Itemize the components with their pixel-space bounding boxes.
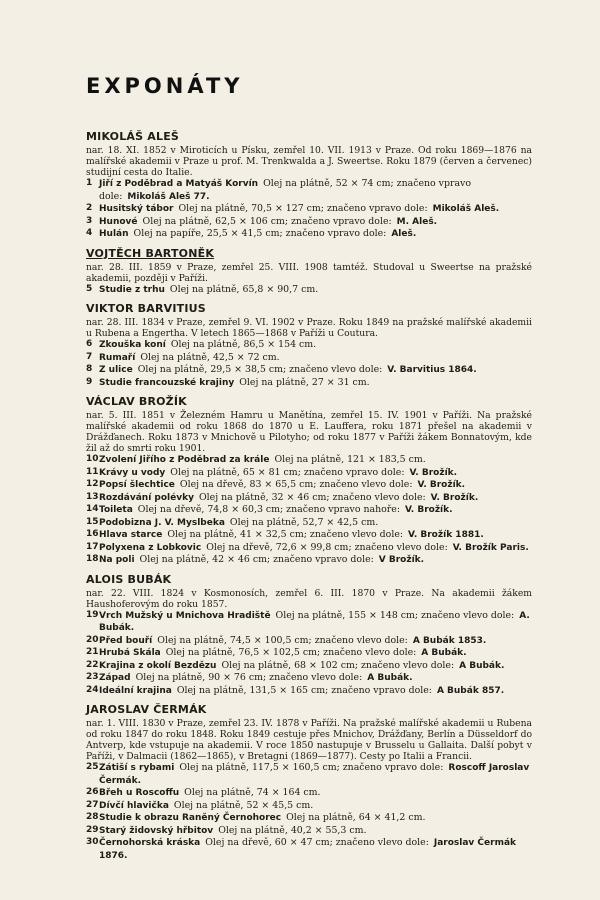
exhibit-entry [86,517,532,530]
exhibit-title: Hlava starce [99,530,163,540]
exhibit-text [99,178,532,203]
exhibit-title: Zátiší s rybami [99,763,175,773]
exhibit-text [99,529,532,542]
exhibit-text [99,635,532,648]
exhibit-title: Toileta [99,505,133,515]
exhibit-text [99,825,532,838]
exhibit-signature: M. Aleš. [396,216,438,227]
exhibit-number: 27 [86,799,99,810]
exhibit-number: 28 [86,812,99,822]
artist-bio: nar. 1. VIII. 1830 v Praze, zemřel 23. IV. 1878 v Paříži. Na pražské malířské akademii u Rubena od roku 1847 do roku 1848. Roku 1849 cestuje přes Mnichov, Drážďany, Berlín a Düsseldorf do Antverp, kde vstupuje na akademii. V roce 1850 nastupuje v Brusselu u Gallaita. Další pobyt v Paříži, v Dalmacii (1862—1865), v Bretagni (1869—1877). Cesty po Italii a Francii. [86,718,532,762]
exhibit-signature: Mikoláš Aleš. [432,204,500,214]
exhibit-number: 24 [86,684,99,695]
exhibit-description: Olej na plátně, 121 × 183,5 cm. [274,454,426,465]
exhibit-entry [86,364,532,377]
exhibit-signature: A Bubák. [459,660,505,671]
exhibit-number: 9 [86,376,93,387]
exhibit-number: 14 [86,504,99,514]
exhibit-description: Olej na plátně, 131,5 × 165 cm; značeno vpravo dole: [176,684,432,696]
exhibit-text [99,685,532,698]
exhibit-description: Olej na plátně, 65,8 × 90,7 cm. [169,283,319,295]
exhibit-description: Olej na plátně, 52,7 × 42,5 cm. [229,516,379,528]
exhibit-number: 17 [86,541,99,552]
exhibit-title: Na poli [99,555,135,565]
exhibit-entry [86,787,532,800]
exhibit-title: Krajina z okolí Bezdězu [99,660,217,671]
artist-section [86,247,532,297]
exhibit-description: Olej na plátně, 117,5 × 160,5 cm; značeno vpravo dole: [179,762,444,773]
exhibit-number: 7 [86,351,93,362]
exhibit-entry [86,647,532,660]
exhibit-description: Olej na plátně, 27 × 31 cm. [239,376,370,388]
exhibit-number: 5 [86,283,93,294]
exhibit-text [99,479,532,492]
exhibit-number: 6 [86,339,93,349]
page-title: EXPONÁTY [86,74,244,98]
exhibit-text [99,554,532,567]
exhibit-entry [86,203,532,216]
exhibit-entry [86,529,532,542]
exhibit-entry [86,672,532,685]
artist-bio: nar. 22. VIII. 1824 v Kosmonosích, zemřel 6. III. 1870 v Praze. Na akademii žákem Haushoferovým do roku 1857. [86,587,532,610]
exhibit-description: Olej na papíře, 25,5 × 41,5 cm; značeno vpravo dole: [133,228,387,239]
exhibit-title: Studie francouzské krajiny [99,377,235,388]
exhibit-text [99,492,532,505]
exhibit-entry [86,825,532,838]
exhibit-number: 19 [86,609,99,620]
exhibit-text [99,610,532,635]
exhibit-signature: A Bubák. [421,648,467,658]
exhibit-number: 26 [86,787,99,797]
exhibit-description: Olej na plátně, 52 × 45,5 cm. [173,799,314,811]
artist-bio: nar. 5. III. 1851 v Železném Hamru u Manětína, zemřel 15. IV. 1901 v Paříži. Na pražské malířské akademii od roku 1868 do 1870 u E. Lauffera, roku 1871 přešel na akademii v Drážďanech. Roku 1873 v Mnichově u Pilotyho; od roku 1877 v Paříži žákem Bonnatovým, kde žil až do smrti roku 1901. [86,410,532,454]
exhibit-title: Rozdávání polévky [99,492,194,503]
exhibit-description: Olej na plátně, 62,5 × 106 cm; značeno vpravo dole: [142,215,392,227]
exhibit-text [99,647,532,660]
exhibit-signature: A Bubák 1853. [412,635,487,646]
exhibit-title: Západ [99,673,131,683]
exhibit-description: Olej na plátně, 74,5 × 100,5 cm; značeno vlevo dole: [157,634,408,646]
exhibit-number: 3 [86,215,93,226]
exhibit-description: Olej na plátně, 64 × 41,2 cm. [286,812,426,823]
exhibit-title: Břeh u Roscoffu [99,788,180,798]
exhibit-description: Olej na plátně, 76,5 × 102,5 cm; značeno vlevo dole: [165,647,417,658]
exhibit-signature: A Bubák. [367,673,413,683]
exhibit-title: Popsí šlechtice [99,480,175,490]
artist-name: ALOIS BUBÁK [86,572,172,586]
exhibit-text [99,672,532,685]
exhibit-title: Hrubá Skála [99,648,161,658]
exhibit-entry [86,504,532,517]
exhibit-description: Olej na plátně, 155 × 148 cm; značeno vlevo dole: [275,609,515,621]
exhibit-entry [86,837,532,862]
exhibit-number: 30 [86,837,99,847]
exhibit-entry [86,454,532,467]
exhibit-number: 13 [86,491,99,502]
exhibit-title: Studie k obrazu Raněný Černohorec [99,813,282,823]
exhibit-title: Vrch Mužský u Mnichova Hradiště [99,610,271,621]
exhibit-description: Olej na plátně, 52 × 74 cm; značeno vpravo dole: [99,178,471,202]
exhibit-description: Olej na plátně, 41 × 32,5 cm; značeno vlevo dole: [167,529,404,540]
exhibit-title: Rumaří [99,352,136,363]
artist-section [86,573,532,698]
exhibit-title: Podobizna J. V. Myslbeka [99,517,225,528]
exhibit-number: 1 [86,178,93,188]
exhibit-signature: Roscoff Jaroslav Čermák. [99,763,530,786]
exhibit-text [99,812,532,825]
exhibit-entry [86,554,532,567]
exhibit-entry [86,800,532,813]
exhibit-description: Olej na plátně, 40,2 × 55,3 cm. [218,824,367,836]
exhibit-entry [86,228,532,241]
artist-name: MIKOLÁŠ ALEŠ [86,130,180,143]
exhibit-signature: A Bubák 857. [436,685,505,696]
exhibit-title: Hunové [99,216,138,227]
exhibit-title: Zvolení Jiřího z Poděbrad za krále [99,455,270,465]
exhibit-number: 23 [86,672,99,682]
artist-bio: nar. 28. III. 1834 v Praze, zemřel 9. VI. 1902 v Praze. Roku 1849 na pražské malířské akademii u Rubena a Engertha. V letech 1865—1868 v Paříži u Coutura. [86,317,532,339]
exhibit-title: Černohorská kráska [99,838,201,848]
exhibit-title: Hulán [99,229,129,239]
exhibit-number: 12 [86,479,99,489]
exhibit-signature: V. Brožík. [404,505,453,515]
exhibit-text [99,517,532,530]
exhibit-entry [86,479,532,492]
exhibit-entry [86,467,532,480]
exhibit-description: Olej na plátně, 74 × 164 cm. [184,787,321,798]
artist-section [86,703,532,862]
exhibit-text [99,787,532,800]
exhibit-signature: V. Brožík. [409,467,458,478]
exhibit-number: 4 [86,228,93,238]
exhibit-text [99,216,532,229]
exhibit-number: 20 [86,634,99,645]
exhibit-text [99,454,532,467]
exhibit-signature: V Brožík. [378,555,425,565]
exhibit-text [99,228,532,241]
exhibit-text [99,660,532,673]
exhibit-entry [86,542,532,555]
exhibit-title: Dívčí hlavička [99,800,169,811]
artist-name: VIKTOR BARVITIUS [86,302,206,315]
exhibit-description: Olej na plátně, 70,5 × 127 cm; značeno vpravo dole: [178,203,428,214]
exhibit-text [99,339,532,352]
exhibit-signature: V. Brožík. [430,492,479,503]
exhibit-entry [86,284,532,297]
exhibit-number: 11 [86,466,99,477]
exhibit-text [99,377,532,390]
exhibit-signature: V. Brožík. [417,480,466,490]
exhibit-text [99,284,532,297]
exhibit-list [86,130,532,868]
exhibit-entry [86,812,532,825]
exhibit-entry [86,610,532,635]
artist-name: JAROSLAV ČERMÁK [86,703,207,716]
exhibit-text [99,542,532,555]
exhibit-title: Před bouří [99,635,153,646]
exhibit-description: Olej na plátně, 29,5 × 38,5 cm; značeno vlevo dole: [137,364,383,375]
exhibit-entry [86,492,532,505]
exhibit-entry [86,685,532,698]
exhibit-signature: A. Bubák. [99,610,530,633]
exhibit-title: Husitský tábor [99,204,174,214]
exhibit-description: Olej na plátně, 68 × 102 cm; značeno vlevo dole: [221,659,455,671]
exhibit-description: Olej na plátně, 86,5 × 154 cm. [170,339,317,350]
exhibit-number: 29 [86,824,99,835]
exhibit-entry [86,352,532,365]
artist-bio: nar. 28. III. 1859 v Praze, zemřel 25. VIII. 1908 tamtéž. Studoval u Sweertse na pražské akademii, později v Paříži. [86,261,532,284]
exhibit-description: Olej na plátně, 90 × 76 cm; značeno vlevo dole: [135,672,363,683]
exhibit-number: 8 [86,364,93,374]
exhibit-entry [86,762,532,787]
exhibit-entry [86,377,532,390]
exhibit-number: 10 [86,454,99,464]
exhibit-text [99,352,532,365]
exhibit-title: Ideální krajina [99,685,172,696]
artist-bio: nar. 18. XI. 1852 v Miroticích u Písku, zemřel 10. VII. 1913 v Praze. Od roku 1869—1876 na malířské akademii v Praze u prof. M. Trenkwalda a J. Sweertse. Roku 1879 (červen a červenec) studijní cesta do Italie. [86,145,532,178]
exhibit-text [99,504,532,517]
exhibit-entry [86,339,532,352]
exhibit-entry [86,216,532,229]
exhibit-description: Olej na dřevě, 60 × 47 cm; značeno vlevo dole: [205,837,429,848]
exhibit-description: Olej na plátně, 32 × 46 cm; značeno vlevo dole: [198,491,426,503]
exhibit-title: Krávy u vody [99,467,166,478]
exhibit-entry [86,178,532,203]
exhibit-title: Jiří z Poděbrad a Matyáš Korvín [99,179,259,189]
exhibit-title: Z ulice [99,365,133,375]
exhibit-text [99,837,532,862]
artist-name: VOJTĚCH BARTONĚK [86,246,215,260]
exhibit-number: 16 [86,529,99,539]
exhibit-description: Olej na plátně, 42 × 46 cm; značeno vpravo dole: [139,554,374,565]
exhibit-description: Olej na dřevě, 72,6 × 99,8 cm; značeno vlevo dole: [206,541,448,553]
exhibit-description: Olej na plátně, 65 × 81 cm; značeno vpravo dole: [170,466,405,478]
exhibit-text [99,203,532,216]
exhibit-signature: Jaroslav Čermák 1876. [99,838,517,861]
artist-section [86,302,532,389]
exhibit-number: 22 [86,659,99,670]
exhibit-number: 15 [86,516,99,527]
exhibit-number: 2 [86,203,93,213]
exhibit-title: Starý židovský hřbitov [99,825,214,836]
exhibit-signature: Aleš. [391,229,417,239]
exhibit-entry [86,660,532,673]
artist-section [86,395,532,567]
exhibit-number: 18 [86,554,99,564]
exhibit-description: Olej na dřevě, 83 × 65,5 cm; značeno vlevo dole: [179,479,413,490]
exhibit-text [99,762,532,787]
exhibit-title: Polyxena z Lobkovic [99,542,202,553]
exhibit-title: Zkouška koní [99,340,166,350]
exhibit-number: 21 [86,647,99,657]
exhibit-description: Olej na dřevě, 74,8 × 60,3 cm; značeno vpravo nahoře: [137,504,400,515]
exhibit-number: 25 [86,762,99,772]
exhibit-signature: Mikoláš Aleš 77. [127,191,210,202]
exhibit-title: Studie z trhu [99,284,165,295]
exhibit-signature: V. Brožík 1881. [408,530,484,540]
artist-name: VÁCLAV BROŽÍK [86,395,187,408]
exhibit-signature: V. Brožík Paris. [452,542,529,553]
exhibit-text [99,800,532,813]
exhibit-signature: V. Barvitius 1864. [387,365,477,375]
exhibit-entry [86,635,532,648]
exhibit-text [99,467,532,480]
exhibit-text [99,364,532,377]
exhibit-description: Olej na plátně, 42,5 × 72 cm. [140,351,280,363]
artist-section [86,130,532,241]
